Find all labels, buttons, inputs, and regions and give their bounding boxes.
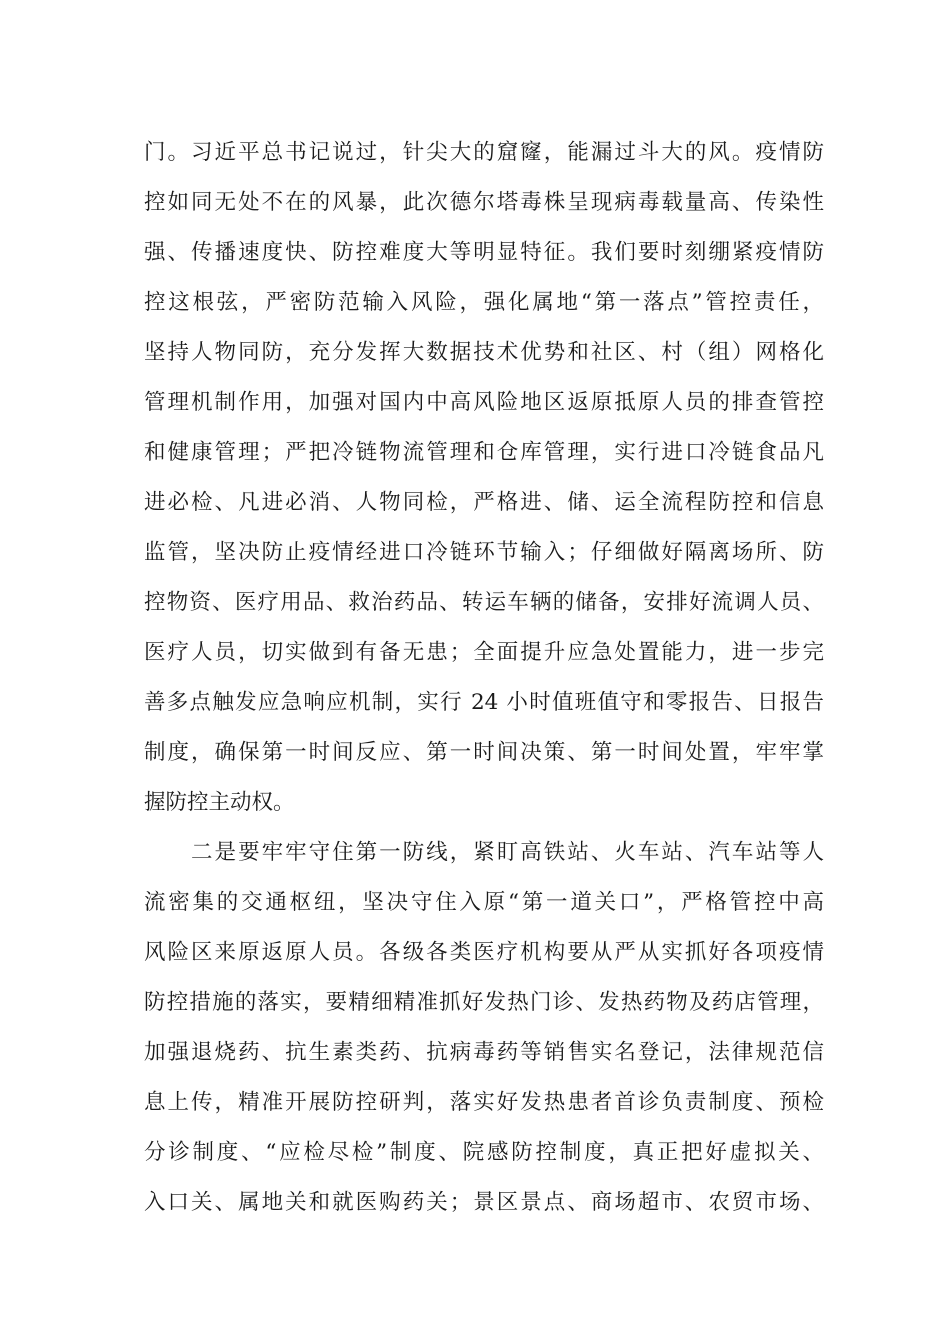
text-line: 入口关、属地关和就医购药关；景区景点、商场超市、农贸市场、	[144, 1190, 824, 1215]
paragraph-1	[144, 128, 824, 828]
text-line: 风险区来原返原人员。各级各类医疗机构要从严从实抓好各项疫情	[144, 940, 824, 965]
text-line: 进必检、凡进必消、人物同检，严格进、储、运全流程防控和信息	[144, 490, 824, 515]
text-line: 医疗人员，切实做到有备无患；全面提升应急处置能力，进一步完	[144, 640, 824, 665]
text-line: 制度，确保第一时间反应、第一时间决策、第一时间处置，牢牢掌	[144, 740, 824, 765]
text-line: 防控措施的落实，要精细精准抓好发热门诊、发热药物及药店管理，	[144, 990, 824, 1015]
text-line: 息上传，精准开展防控研判，落实好发热患者首诊负责制度、预检	[144, 1090, 824, 1115]
text-line: 握防控主动权。	[144, 790, 295, 815]
text-line: 控这根弦，严密防范输入风险，强化属地“第一落点”管控责任，	[144, 290, 824, 315]
text-line: 管理机制作用，加强对国内中高风险地区返原抵原人员的排查管控	[144, 390, 824, 415]
text-line: 控物资、医疗用品、救治药品、转运车辆的储备，安排好流调人员、	[144, 590, 824, 615]
text-line: 门。习近平总书记说过，针尖大的窟窿，能漏过斗大的风。疫情防	[144, 140, 824, 165]
text-line: 流密集的交通枢纽，坚决守住入原“第一道关口”，严格管控中高	[144, 890, 824, 915]
document-body	[144, 128, 824, 1228]
text-line: 和健康管理；严把冷链物流管理和仓库管理，实行进口冷链食品凡	[144, 440, 824, 465]
text-line: 善多点触发应急响应机制，实行 24 小时值班值守和零报告、日报告	[144, 690, 824, 715]
text-line: 二是要牢牢守住第一防线，紧盯高铁站、火车站、汽车站等人	[144, 840, 824, 865]
text-line: 监管，坚决防止疫情经进口冷链环节输入；仔细做好隔离场所、防	[144, 540, 824, 565]
text-line: 强、传播速度快、防控难度大等明显特征。我们要时刻绷紧疫情防	[144, 240, 824, 265]
text-line: 坚持人物同防，充分发挥大数据技术优势和社区、村（组）网格化	[144, 340, 824, 365]
paragraph-2	[144, 828, 824, 1228]
text-line: 控如同无处不在的风暴，此次德尔塔毒株呈现病毒载量高、传染性	[144, 190, 824, 215]
text-line: 加强退烧药、抗生素类药、抗病毒药等销售实名登记，法律规范信	[144, 1040, 824, 1065]
text-line: 分诊制度、“应检尽检”制度、院感防控制度，真正把好虚拟关、	[144, 1140, 824, 1165]
